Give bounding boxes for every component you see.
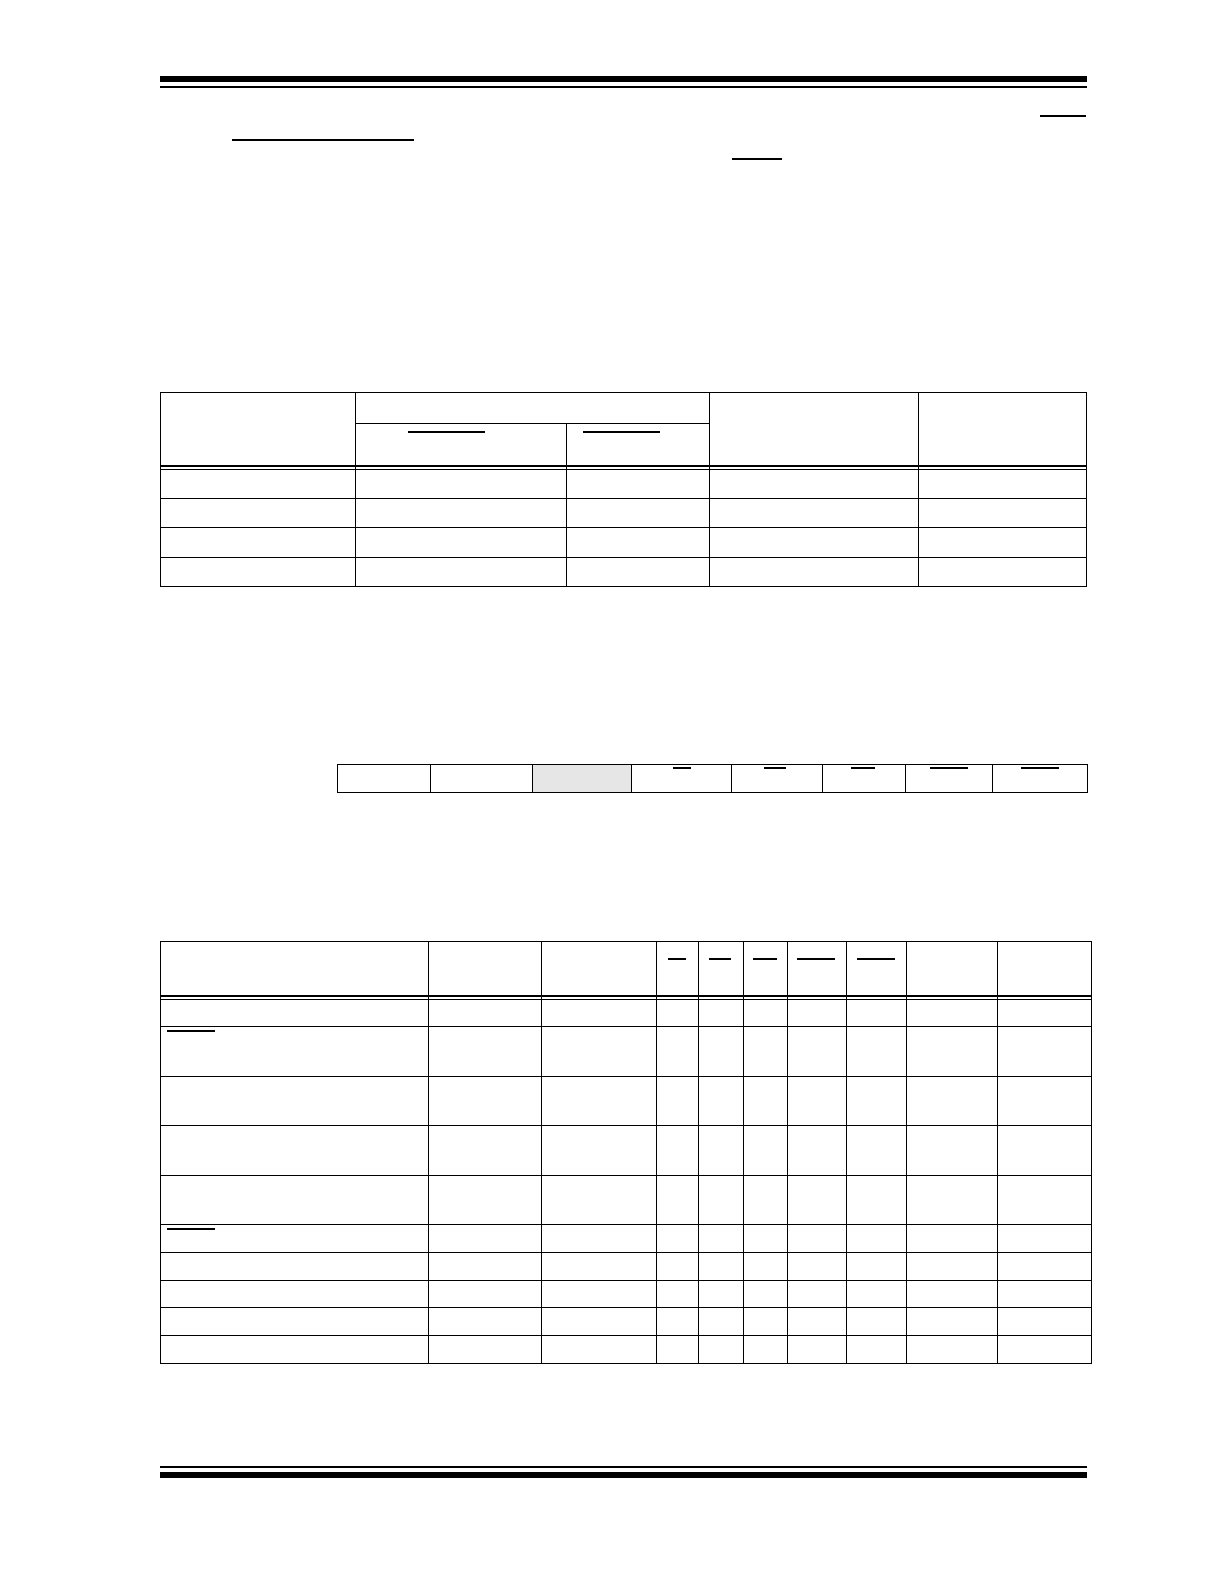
table-2-header-divider	[160, 995, 1092, 997]
register-bit-divider	[992, 764, 993, 793]
table-2-row-divider	[160, 1175, 1092, 1176]
table-2-row-divider	[160, 1076, 1092, 1077]
table-1-row-divider	[160, 557, 1087, 558]
table-1-row-divider	[160, 527, 1087, 528]
table-2	[160, 941, 1092, 1364]
table-2-header-overbar	[753, 958, 777, 960]
register-bit-unimplemented	[533, 765, 631, 792]
header-rule-thin	[160, 86, 1087, 88]
register-bit-divider	[731, 764, 732, 793]
table-2-header-overbar	[857, 958, 895, 960]
register-bit-divider	[822, 764, 823, 793]
table-2-row-divider	[160, 999, 1092, 1000]
table-1-header-divider	[160, 465, 1087, 467]
table-2-col-divider	[846, 941, 847, 1364]
table-2-col-divider	[787, 941, 788, 1364]
register-bit-overbar	[1021, 767, 1059, 769]
table-1-row-divider	[160, 498, 1087, 499]
table-2-col-divider	[698, 941, 699, 1364]
table-2-col-divider	[428, 941, 429, 1364]
table-2-row-divider	[160, 1026, 1092, 1027]
table-2-row-divider	[160, 1125, 1092, 1126]
register-bit-divider	[631, 764, 632, 793]
table-2-row-overbar	[167, 1030, 215, 1032]
table-1-subheader-divider	[355, 423, 710, 424]
table-2-col-divider	[743, 941, 744, 1364]
footer-rule-thick	[160, 1472, 1087, 1478]
table-1-overbar	[408, 431, 485, 433]
table-2-row-divider	[160, 1280, 1092, 1281]
table-2-row-divider	[160, 1335, 1092, 1336]
table-2-header-overbar	[797, 958, 835, 960]
table-2-row-divider	[160, 1307, 1092, 1308]
intro-overbar	[1040, 115, 1086, 117]
table-1-col-divider	[566, 424, 567, 587]
register-bit-divider	[905, 764, 906, 793]
table-2-col-divider	[541, 941, 542, 1364]
intro-overbar	[732, 158, 782, 160]
table-2-header-overbar	[668, 958, 686, 960]
table-2-col-divider	[656, 941, 657, 1364]
register-bit-overbar	[673, 767, 691, 769]
intro-underline	[232, 139, 414, 141]
table-2-col-divider	[906, 941, 907, 1364]
footer-rule-thin	[160, 1466, 1087, 1468]
table-2-row-overbar	[167, 1228, 215, 1230]
table-1-overbar	[583, 431, 660, 433]
register-bit-overbar	[930, 767, 968, 769]
table-1-row-divider	[160, 469, 1087, 470]
table-2-header-overbar	[709, 958, 731, 960]
table-2-row-divider	[160, 1252, 1092, 1253]
table-2-row-divider	[160, 1224, 1092, 1225]
register-bit-divider	[430, 764, 431, 793]
register-bit-map	[337, 764, 1088, 793]
register-bit-overbar	[851, 767, 875, 769]
register-bit-divider	[532, 764, 533, 793]
table-2-col-divider	[997, 941, 998, 1364]
register-bit-overbar	[764, 767, 786, 769]
header-rule-thick	[160, 76, 1087, 82]
